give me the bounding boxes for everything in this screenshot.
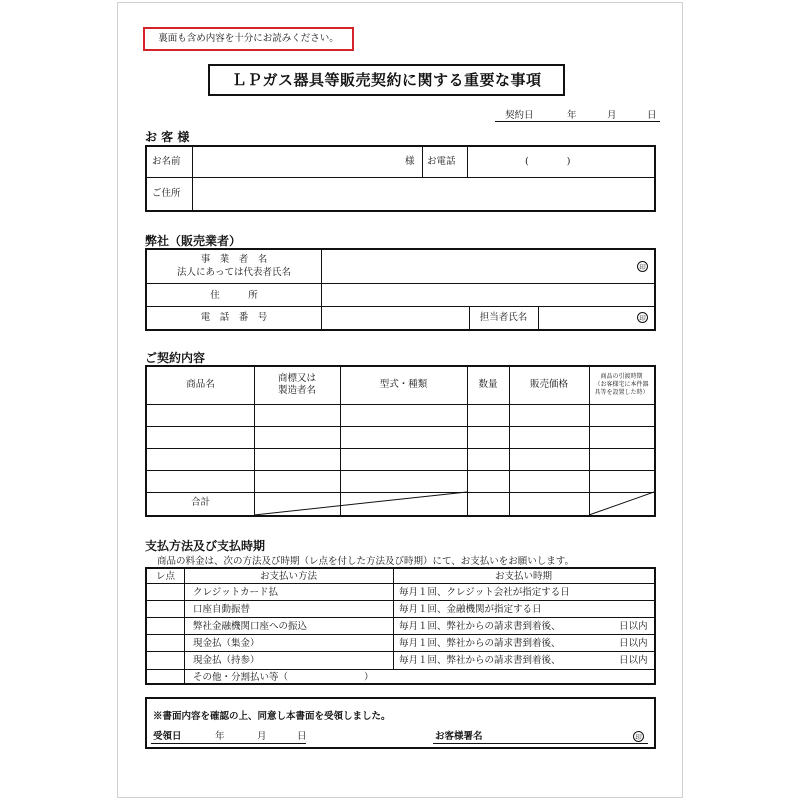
company-phone-label: 電 話 番 号 [200, 312, 268, 323]
method-credit-card: クレジットカード払 [193, 587, 278, 598]
seal-mark-signature: 印 [633, 731, 644, 742]
method-cash-bring: 現金払（持参） [193, 655, 260, 666]
contract-heading: ご契約内容 [145, 351, 206, 365]
staff-name-label: 担当者氏名 [479, 312, 528, 323]
business-name-label: 事 業 者 名 [200, 254, 268, 265]
timing-auto-debit: 毎月１回、金融機関が指定する日 [399, 604, 542, 615]
col-method: お支払い方法 [259, 571, 317, 582]
timing-bank-transfer: 毎月１回、弊社からの請求書到着後、 [399, 621, 561, 632]
company-heading: 弊社（販売業者） [145, 234, 242, 248]
col-product-name: 商品名 [186, 379, 215, 390]
timing-credit-card: 毎月１回、クレジット会社が指定する日 [399, 587, 570, 598]
customer-signature-label: お客様署名 [435, 731, 483, 742]
method-auto-debit: 口座自動振替 [193, 604, 251, 615]
payment-intro: 商品の料金は、次の方法及び時期（レ点を付した方法及び時期）にて、お支払いをお願いします。 [157, 556, 575, 567]
customer-name-label: お名前 [152, 156, 181, 167]
contract-date-month: 月 [607, 110, 617, 121]
payment-heading: 支払方法及び支払時期 [145, 539, 266, 553]
col-check: レ点 [155, 571, 175, 582]
contract-date [495, 107, 660, 122]
representative-label: 法人にあっては代表者氏名 [177, 267, 291, 278]
receipt-day: 日 [297, 731, 307, 742]
timing-cash-collection: 毎月１回、弊社からの請求書到着後、 [399, 638, 561, 649]
timing-cash-collection-suffix: 日以内 [619, 638, 648, 649]
col-model-type: 型式・種類 [379, 379, 428, 390]
document-title-text: ＬＰガス器具等販売契約に関する重要な事項 [231, 71, 542, 89]
notice-text: 裏面も含め内容を十分にお読みください。 [158, 33, 339, 44]
seal-mark-staff: 印 [637, 312, 648, 323]
method-cash-collection: 現金払（集金） [193, 638, 260, 649]
col-price: 販売価格 [529, 379, 568, 390]
contract-date-day: 日 [647, 110, 657, 121]
method-other: その他・分割払い等（ ） [193, 672, 374, 683]
contract-date-year: 年 [567, 110, 577, 121]
col-timing: お支払い時期 [494, 571, 552, 582]
timing-cash-bring-suffix: 日以内 [619, 655, 648, 666]
customer-sama-label: 様 [405, 156, 415, 167]
col-delivery-time: 商品の引渡時期 （お客様宅に本件器 具等を設置した時） [594, 373, 649, 396]
receipt-month: 月 [257, 731, 267, 742]
document-title [208, 64, 565, 96]
timing-bank-transfer-suffix: 日以内 [619, 621, 648, 632]
customer-phone-paren: ( ) [525, 156, 571, 167]
seal-mark-business: 印 [637, 261, 648, 272]
total-label: 合計 [190, 497, 210, 508]
notice-box [143, 27, 354, 51]
company-address-label: 住 所 [210, 290, 258, 301]
customer-phone-label: お電話 [427, 156, 456, 167]
contract-table [145, 365, 656, 517]
method-bank-transfer: 弊社金融機関口座への振込 [193, 621, 308, 632]
col-quantity: 数量 [478, 379, 498, 390]
contract-date-label: 契約日 [505, 110, 534, 121]
receipt-statement: ※書面内容を確認の上、同意し本書面を受領しました。 [153, 711, 391, 722]
timing-cash-bring: 毎月１回、弊社からの請求書到着後、 [399, 655, 561, 666]
payment-table [145, 567, 656, 685]
customer-table [145, 145, 656, 212]
company-table [145, 248, 656, 331]
customer-address-label: ご住所 [152, 188, 181, 199]
receipt-year: 年 [215, 731, 225, 742]
customer-heading: お 客 様 [145, 130, 190, 144]
col-brand-maker: 商標又は 製造者名 [277, 373, 316, 396]
receipt-date-label: 受領日 [153, 731, 182, 742]
receipt-box [145, 697, 656, 749]
